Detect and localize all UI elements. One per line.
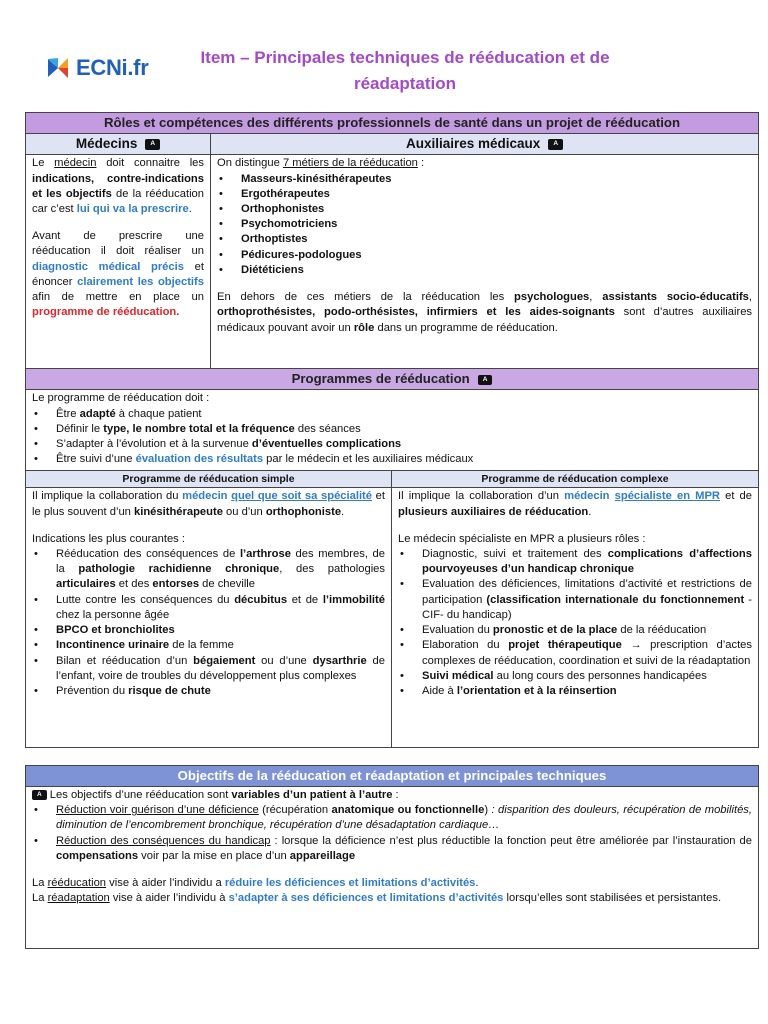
list-item: • Incontinence urinaire de la femme (32, 638, 385, 653)
list-item: • Diététiciens (217, 263, 752, 278)
ecni-logo[interactable] (46, 52, 176, 84)
logo-text: ECNi.fr (76, 55, 149, 81)
objectifs-list (32, 803, 752, 864)
list-item: • Diagnostic, suivi et traitement des complications d’affections pourvoyeuses d’un handicap chronique (398, 547, 752, 577)
objectifs-intro: A Les objectifs d’une rééducation sont variables d’un patient à l’autre : (32, 788, 752, 803)
simple-paragraph: Il implique la collaboration du médecin quel que soit sa spécialité et le plus souvent d’un kinésithérapeute ou d’un orthophoniste. (32, 490, 385, 518)
list-item: • Ergothérapeutes (217, 187, 752, 202)
logo-mark-icon (46, 56, 70, 80)
objectifs-cell (26, 786, 759, 948)
list-item: • Être adapté à chaque patient (32, 407, 752, 422)
programme-types-table (25, 470, 759, 748)
programme-simple-header: Programme de rééducation simple (26, 471, 392, 488)
list-item: • Aide à l’orientation et à la réinsertion (398, 684, 752, 699)
programme-complexe-cell: Il implique la collaboration d’un médecin spécialiste en MPR et de plusieurs auxiliaires de rééducation. Le médecin spécialiste en MPR a plusieurs rôles : • Diagnostic, suivi et traitement des complications d’affections pourvoyeuses d’un handicap chronique • Evaluation des déficiences, limitations d’activité et restrictions de participation (classification internationale du fonctionnement -CIF- du handicap) • Evaluation du pronostic et de la place de la rééducation • Elaboration du projet thérapeutique → prescription d’actes complexes de rééducation, coordination et suivi de la réadaptation • Suivi médical au long cours des personnes handicapées • Aide à l’orientation et à la réinsertion (392, 488, 759, 748)
objectifs-table (25, 765, 759, 949)
list-item: • Masseurs-kinésithérapeutes (217, 172, 752, 187)
medecins-header: Médecins A (26, 133, 211, 154)
programme-requirements-list (32, 407, 752, 468)
readaptation-definition: La réadaptation vise à aider l’individu à s’adapter à ses déficiences et limitations d’activités lorsqu’elles sont stabilisées et persistantes. (32, 892, 722, 905)
list-item: • Evaluation des déficiences, limitations d’activité et restrictions de participation (classification internationale du fonctionnement -CIF- du handicap) (398, 577, 752, 623)
list-item: • Evaluation du pronostic et de la place de la rééducation (398, 623, 752, 638)
programmes-intro-cell: Le programme de rééducation doit : • Être adapté à chaque patient • Définir le type, le nombre total et la fréquence des séances • S’adapter à l’évolution et à la survenue d’éventuelles complications • Être suivi d’une évaluation des résultats par le médecin et les auxiliaires médicaux (26, 390, 759, 476)
list-item: • Pédicures-podologues (217, 248, 752, 263)
roles-table (25, 112, 759, 476)
auxiliaires-paragraph: En dehors de ces métiers de la rééducation les psychologues, assistants socio-éducatifs, orthoprothésistes, podo-orthésistes, infirmiers et les aides-soignants sont d’autres auxiliaires médicaux pouvant avoir un rôle dans un programme de rééducation. (217, 291, 753, 334)
simple-indications-list (32, 547, 385, 699)
level-a-badge: A (548, 139, 563, 150)
list-item: • Être suivi d’une évaluation des résultats par le médecin et les auxiliaires médicaux (32, 452, 752, 467)
programmes-section-bar: Programmes de rééducation A (26, 369, 759, 390)
reeducation-definition: La rééducation vise à aider l’individu a réduire les déficiences et limitations d’activités. (32, 877, 479, 890)
programme-simple-cell: Il implique la collaboration du médecin quel que soit sa spécialité et le plus souvent d’un kinésithérapeute ou d’un orthophoniste. Indications les plus courantes : • Rééducation des conséquences de l’arthrose des membres, de la pathologie rachidienne chronique, des pathologies articulaires et des entorses de cheville • Lutte contre les conséquences du décubitus et de l’immobilité chez la personne âgée • BPCO et bronchiolites • Incontinence urinaire de la femme • Bilan et rééducation d’un bégaiement ou d’une dysarthrie de l’enfant, voire de troubles du développement plus complexes • Prévention du risque de chute (26, 488, 392, 748)
auxiliaires-intro: On distingue 7 métiers de la rééducation : (217, 157, 425, 170)
list-item: • Elaboration du projet thérapeutique → prescription d’actes complexes de rééducation, coordination et suivi de la réadaptation (398, 638, 752, 668)
medecins-paragraph-2: Avant de prescrire une rééducation il doit réaliser un diagnostic médical précis et énoncer clairement les objectifs afin de mettre en place un programme de rééducation. (32, 230, 204, 319)
auxiliaires-header: Auxiliaires médicaux A (211, 133, 759, 154)
list-item: • Psychomotriciens (217, 217, 752, 232)
list-item: • Bilan et rééducation d’un bégaiement ou d’une dysarthrie de l’enfant, voire de troubles du développement plus complexes (32, 654, 385, 684)
objectifs-section-bar: Objectifs de la rééducation et réadaptation et principales techniques (26, 766, 759, 787)
programme-complexe-header: Programme de rééducation complexe (392, 471, 759, 488)
metiers-list (217, 172, 752, 279)
list-item: • S’adapter à l’évolution et à la survenue d’éventuelles complications (32, 437, 752, 452)
list-item: • BPCO et bronchiolites (32, 623, 385, 638)
list-item: • Prévention du risque de chute (32, 684, 385, 699)
list-item: • Réduction des conséquences du handicap : lorsque la déficience n’est plus réductible la fonction peut être améliorée par l’instauration de compensations voir par la mise en place d’un appareillage (32, 834, 752, 864)
medecins-cell (26, 155, 211, 369)
auxiliaires-cell (211, 155, 759, 369)
medecins-paragraph-1: Le médecin doit connaitre les indications, contre-indications et les objectifs de la rééducation car c’est lui qui va la prescrire. (32, 157, 204, 216)
complexe-roles-list (398, 547, 752, 699)
list-item: • Rééducation des conséquences de l’arthrose des membres, de la pathologie rachidienne chronique, des pathologies articulaires et des entorses de cheville (32, 547, 385, 593)
list-item: • Lutte contre les conséquences du décubitus et de l’immobilité chez la personne âgée (32, 593, 385, 623)
list-item: • Orthoptistes (217, 232, 752, 247)
level-a-badge: A (145, 139, 160, 150)
roles-section-bar: Rôles et compétences des différents professionnels de santé dans un projet de rééducation (26, 113, 759, 134)
list-item: • Réduction voir guérison d’une déficience (récupération anatomique ou fonctionnelle) : disparition des douleurs, récupération de mobilités, diminution de l’encombrement bronchique, récupération d’une désadaptation cardiaque… (32, 803, 752, 833)
list-item: • Suivi médical au long cours des personnes handicapées (398, 669, 752, 684)
list-item: • Orthophonistes (217, 202, 752, 217)
list-item: • Définir le type, le nombre total et la fréquence des séances (32, 422, 752, 437)
level-a-badge: A (32, 790, 47, 801)
complexe-paragraph: Il implique la collaboration d’un médecin spécialiste en MPR et de plusieurs auxiliaires de rééducation. (398, 490, 752, 518)
level-a-badge: A (478, 375, 493, 386)
page-title: Item – Principales techniques de rééducation et de réadaptation (200, 48, 610, 93)
